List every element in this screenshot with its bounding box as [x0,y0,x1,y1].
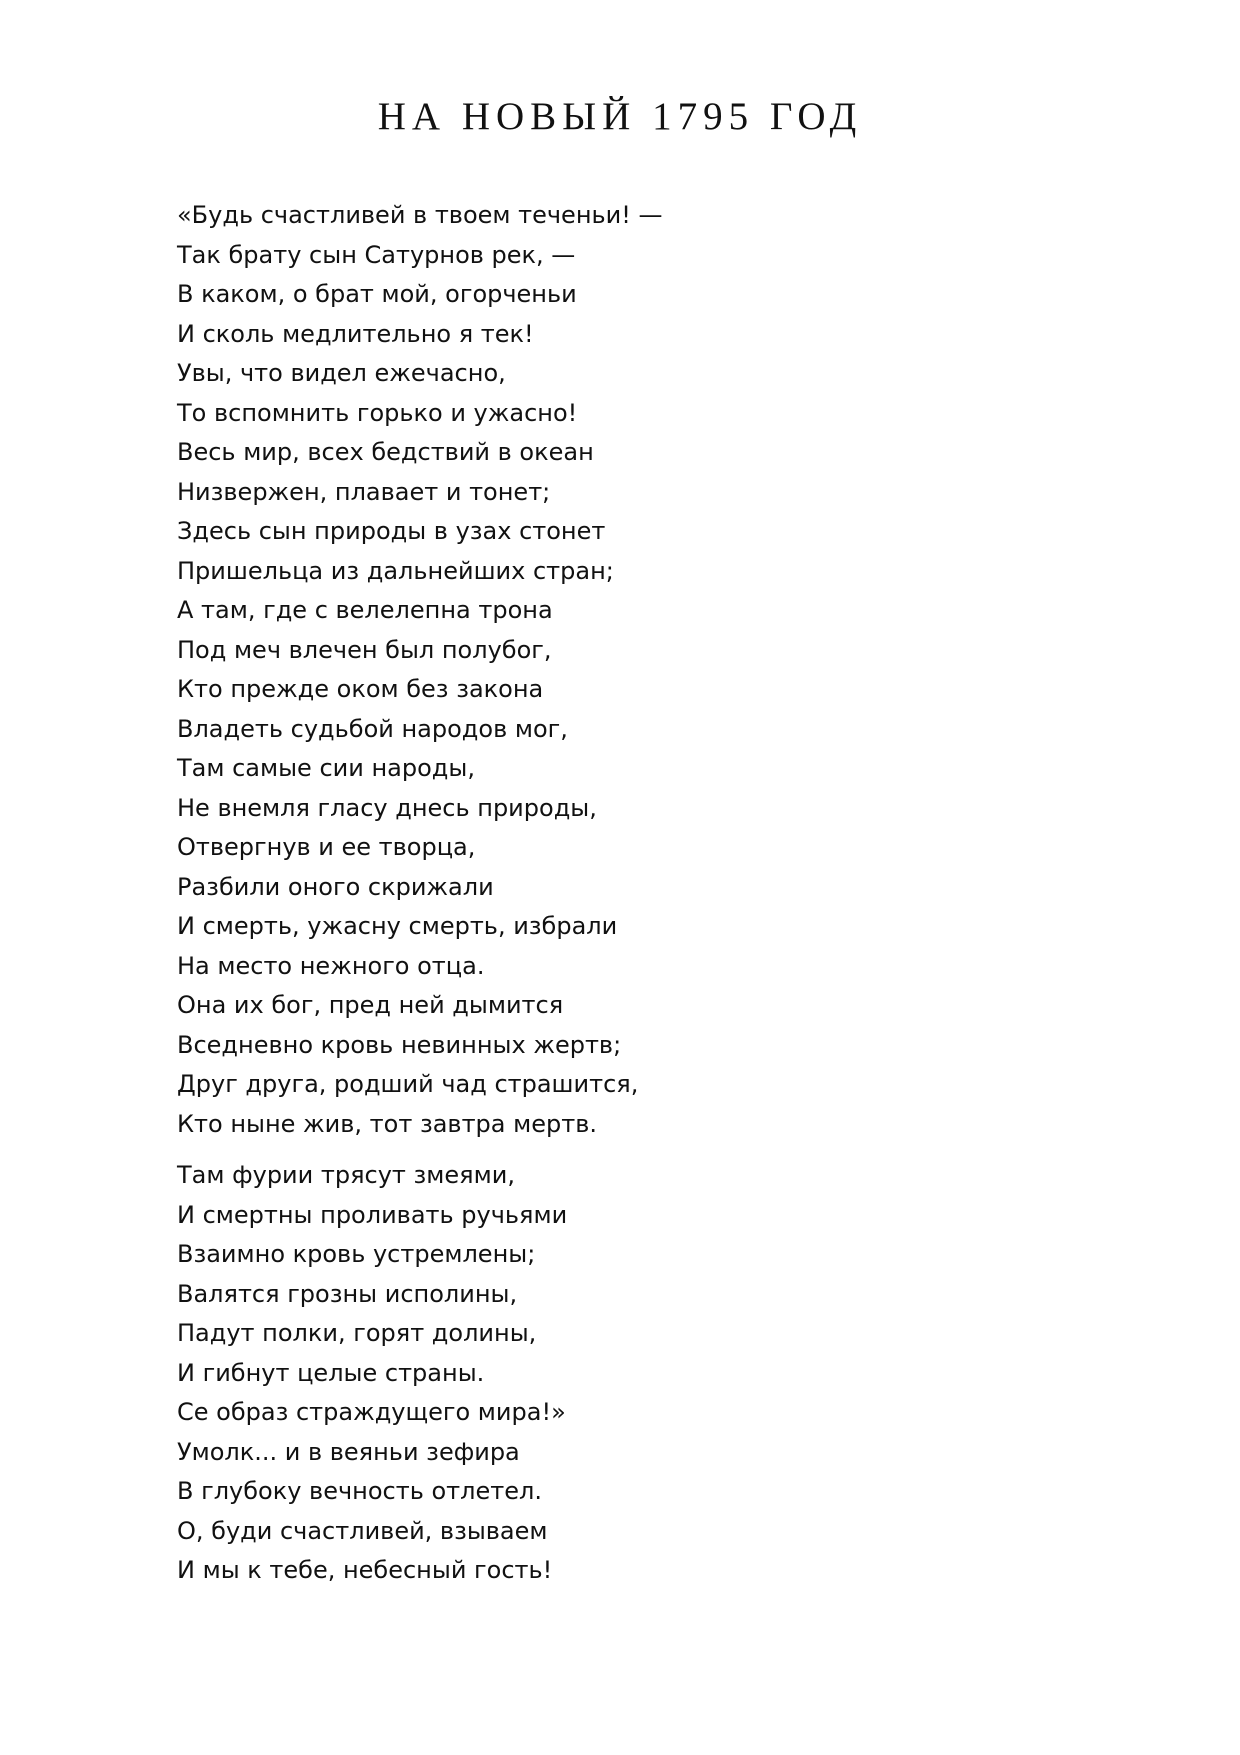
poem-line: И сколь медлительно я тек! [177,319,534,348]
poem-line: Взаимно кровь устремлены; [177,1240,536,1268]
poem-line: Кто ныне жив, тот завтра мертв. [177,1109,597,1138]
poem-line: Вседневно кровь невинных жертв; [177,1030,622,1059]
poem-line: Так брату сын Сатурнов рек, — [177,240,576,269]
poem-line: Не внемля гласу днесь природы, [177,793,597,822]
poem-line: То вспомнить горько и ужасно! [177,398,578,427]
poem-line: И мы к тебе, небесный гость! [177,1556,553,1584]
poem-line: О, буди счастливей, взываем [177,1516,548,1545]
poem-line: Кто прежде оком без закона [177,675,544,703]
poem-line: И смертны проливать ручьями [177,1200,568,1229]
poem-line: Друг друга, родший чад страшится, [177,1070,639,1098]
poem-line: Разбили оного скрижали [177,872,494,901]
poem-line: Низвержен, плавает и тонет; [177,477,551,506]
poem-line: Она их бог, пред ней дымится [177,991,564,1019]
poem-line: Се образ страждущего мира!» [177,1398,566,1426]
poem-line: В каком, о брат мой, огорченьи [177,280,577,308]
poem-line: Увы, что видел ежечасно, [177,359,506,387]
poem-line: Пришельца из дальнейших стран; [177,556,614,585]
poem-line: Валятся грозны исполины, [177,1279,518,1308]
poem-line: Там фурии трясут змеями, [177,1161,515,1189]
stanza-2 [177,1156,1077,1591]
poem-line: Весь мир, всех бедствий в океан [177,438,594,466]
poem-line: Под меч влечен был полубог, [177,635,552,664]
poem-line: Падут полки, горят долины, [177,1319,537,1347]
poem-line: Умолк... и в веяньи зефира [177,1437,520,1466]
poem-line: А там, где с велелепна трона [177,596,553,624]
poem-line: В глубоку вечность отлетел. [177,1477,542,1505]
poem-line: Отвергнув и ее творца, [177,833,476,861]
poem-line: «Будь счастливей в твоем теченьи! — [177,201,663,229]
stanza-1 [177,196,1077,1144]
poem-line: И смерть, ужасну смерть, избрали [177,912,618,940]
poem-title: НА НОВЫЙ 1795 ГОД [377,95,863,138]
poem-body [177,196,1077,1591]
poem-line: И гибнут целые страны. [177,1358,485,1387]
poem-line: Здесь сын природы в узах стонет [177,517,606,545]
poem-line: На место нежного отца. [177,951,485,980]
poem-line: Там самые сии народы, [177,754,475,782]
poem-line: Владеть судьбой народов мог, [177,714,568,743]
